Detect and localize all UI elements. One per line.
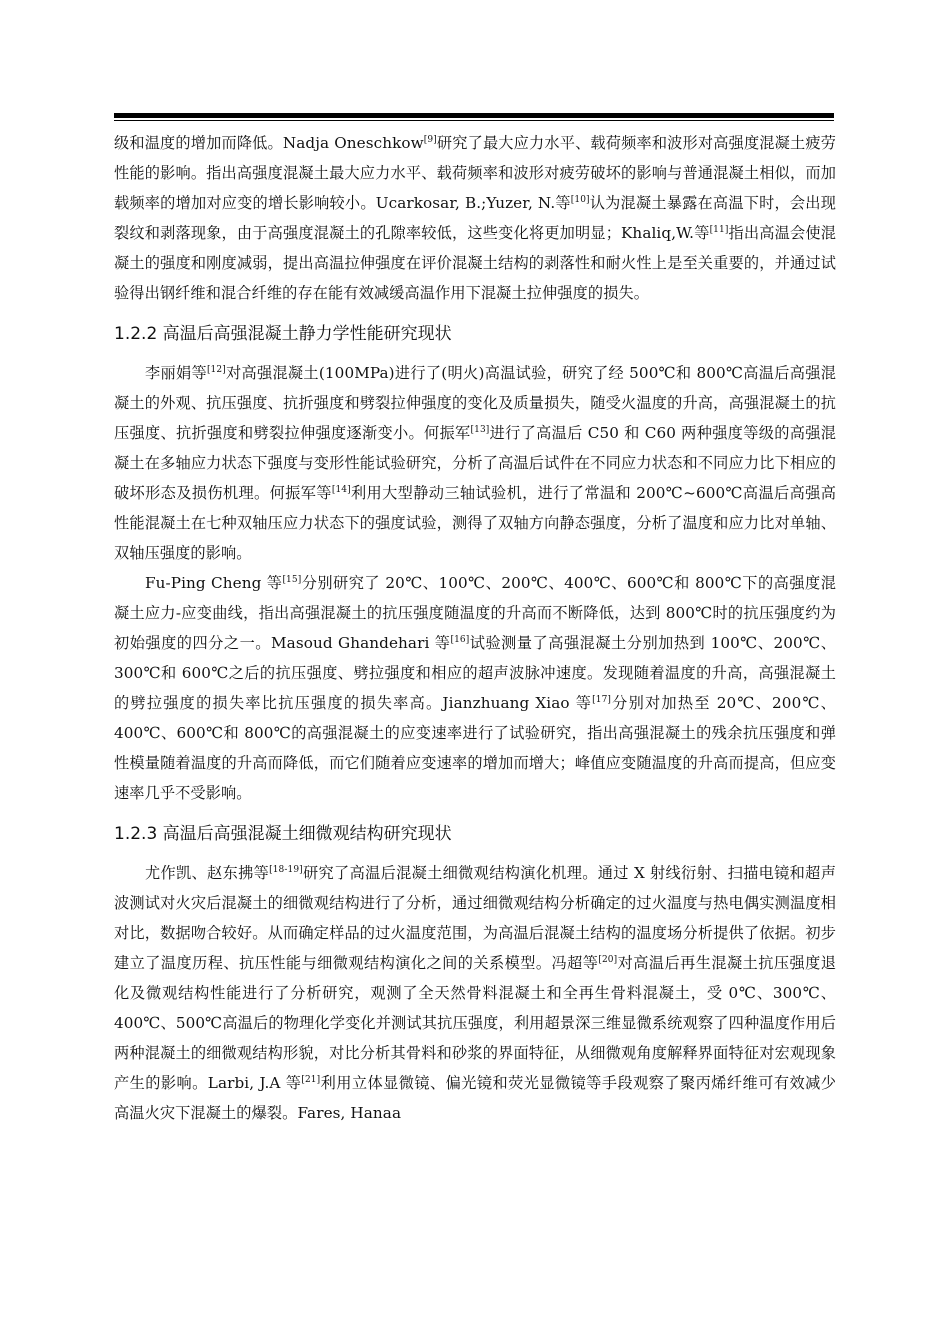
citation-ref: [21] (301, 1075, 321, 1085)
citation-ref: [12] (206, 365, 226, 375)
section-heading-1-2-2: 1.2.2 高温后高强混凝土静力学性能研究现状 (114, 324, 452, 344)
citation-ref: [11] (709, 225, 729, 235)
citation-ref: [16] (450, 635, 470, 645)
paragraph-static-2: Fu-Ping Cheng 等[15]分别研究了 20℃、100℃、200℃、400℃、600℃和 800℃下的高强度混凝土应力-应变曲线，指出高强混凝土的抗压强度随温度的升高而不断降低，达到 800℃时的抗压强度约为初始强度的四分之一。Masoud Ghandehari 等[16]试验测量了高强混凝土分别加热到 100℃、200℃、300℃和 600℃之后的抗压强度、劈拉强度和相应的超声波脉冲速度。发现随着温度的升高，高强混凝土的劈拉强度的损失率比抗压强度的损失率高。Jianzhuang Xiao 等[17]分别对加热至 20℃、200℃、400℃、600℃和 800℃的高强混凝土的应变速率进行了试验研究，指出高强混凝土的残余抗压强度和弹性模量随着温度的升高而降低，而它们随着应变速率的增加而增大；峰值应变随温度的升高而提高，但应变速率几乎不受影响。 (114, 574, 836, 802)
citation-ref: [15] (282, 575, 302, 585)
paragraph-microstructure: 尤作凯、赵东拂等[18-19]研究了高温后混凝土细微观结构演化机理。通过 X 射线衍射、扫描电镜和超声波测试对火灾后混凝土的细微观结构进行了分析，通过细微观结构分析确定的过火温度与热电偶实测温度相对比，数据吻合较好。从而确定样品的过火温度范围，为高温后混凝土结构的温度场分析提供了依据。初步建立了温度历程、抗压性能与细微观结构演化之间的关系模型。冯超等[20]对高温后再生混凝土抗压强度退化及微观结构性能进行了分析研究，观测了全天然骨料混凝土和全再生骨料混凝土，受 0℃、300℃、400℃、500℃高温后的物理化学变化并测试其抗压强度，利用超景深三维显微系统观察了四种温度作用后两种混凝土的细微观结构形貌，对比分析其骨料和砂浆的界面特征，从细微观角度解释界面特征对宏观现象产生的影响。Larbi, J.A 等[21]利用立体显微镜、偏光镜和荧光显微镜等手段观察了聚丙烯纤维可有效减少高温火灾下混凝土的爆裂。Fares, Hanaa (114, 864, 836, 1122)
citation-ref: [20] (598, 955, 618, 965)
section-heading-1-2-3: 1.2.3 高温后高强混凝土细微观结构研究现状 (114, 824, 452, 844)
paragraph-static-1: 李丽娟等[12]对高强混凝土(100MPa)进行了(明火)高温试验，研究了经 500℃和 800℃高温后高强混凝土的外观、抗压强度、抗折强度和劈裂拉伸强度的变化及质量损失，随受火温度的升高，高强混凝土的抗压强度、抗折强度和劈裂拉伸强度逐渐变小。何振军[13]进行了高温后 C50 和 C60 两种强度等级的高强混凝土在多轴应力状态下强度与变形性能试验研究，分析了高温后试件在不同应力状态和不同应力比下相应的破坏形态及损伤机理。何振军等[14]利用大型静动三轴试验机，进行了常温和 200℃~600℃高温后高强高性能混凝土在七种双轴压应力状态下的强度试验，测得了双轴方向静态强度，分析了温度和应力比对单轴、双轴压强度的影响。 (114, 364, 836, 562)
header-rule-thin (114, 120, 834, 121)
paragraph-continued: 级和温度的增加而降低。Nadja Oneschkow[9]研究了最大应力水平、载荷频率和波形对高强度混凝土疲劳性能的影响。指出高强度混凝土最大应力水平、载荷频率和波形对疲劳破坏的影响与普通混凝土相似，而加载频率的增加对应变的增长影响较小。Ucarkosar, B.;Yuzer, N.等[10]认为混凝土暴露在高温下时，会出现裂纹和剥落现象，由于高强度混凝土的孔隙率较低，这些变化将更加明显；Khaliq,W.等[11]指出高温会使混凝土的强度和刚度减弱，提出高温拉伸强度在评价混凝土结构的剥落性和耐火性上是至关重要的，并通过试验得出钢纤维和混合纤维的存在能有效减缓高温作用下混凝土拉伸强度的损失。 (114, 134, 837, 302)
body-content (114, 128, 836, 1128)
citation-ref: [14] (331, 485, 351, 495)
citation-ref: [17] (592, 695, 612, 705)
citation-ref: [18-19] (269, 865, 303, 875)
citation-ref: [9] (423, 135, 437, 145)
citation-ref: [10] (570, 195, 590, 205)
citation-ref: [13] (470, 425, 490, 435)
header-rule-thick (114, 113, 834, 118)
